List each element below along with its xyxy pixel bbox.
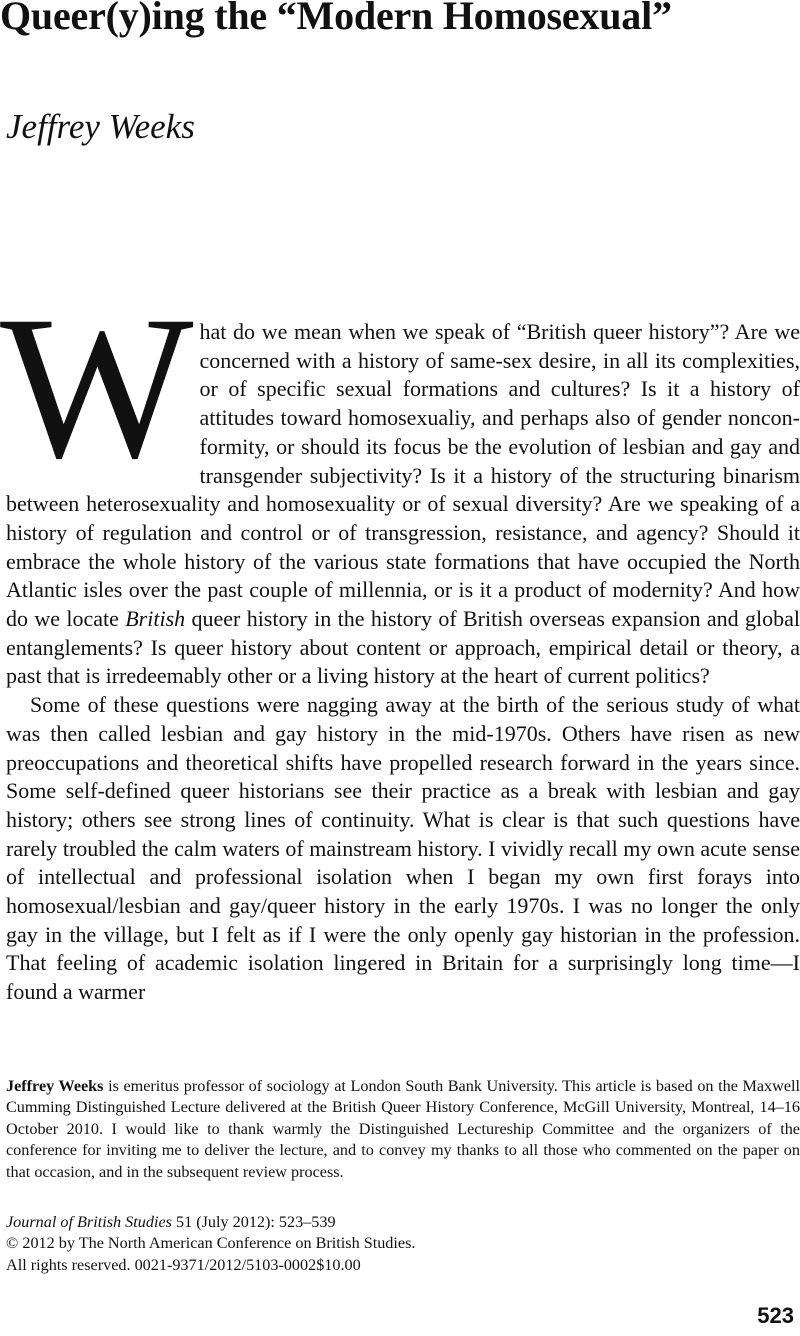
journal-citation-line xyxy=(6,1212,706,1233)
journal-name: Journal of British Studies xyxy=(6,1213,172,1231)
journal-info xyxy=(6,1212,706,1276)
article-body xyxy=(0,274,800,1007)
drop-cap: W xyxy=(0,274,194,501)
body-paragraph-1 xyxy=(0,274,800,691)
article-author: Jeffrey Weeks xyxy=(6,107,195,146)
paragraph-1-emphasis: British xyxy=(125,606,186,632)
journal-rights: All rights reserved. 0021-9371/2012/5103-0002$10.00 xyxy=(6,1255,361,1274)
page-number: 523 xyxy=(757,1303,794,1328)
footnote-author-name: Jeffrey Weeks xyxy=(6,1077,104,1095)
paragraph-1-end: queer history in the history of British overseas expansion and global entanglements? Is queer history about content or approach, empirical detail or theory, a past that is irredeemably other or a living history at the heart of current politics? xyxy=(6,606,800,689)
paragraph-1-start: hat do we mean when we speak of “British queer history”? Are we concerned with a history of same-sex desire, in all its complexities, or of specific sexual formations and cultures? Is it a history of attitudes toward homosexualiy, and perhaps also of gender nonconformity, or should its focus be the evolution of lesbian and gay and transgender subjectivity? Is it a history of the structuring binarism between heterosexuality and homosexuality or of sexual diversity? Are we speaking of a history of regulation and control or of transgression, resistance, and agency? Should it embrace the whole history of the various state formations that have occupied the North Atlantic isles over the past couple of millennia, or is it a product of modernity? And how do we locate xyxy=(6,319,800,632)
body-paragraph-2: Some of these questions were nagging away at the birth of the serious study of what was then called lesbian and gay history in the mid-1970s. Others have risen as new preoccupations and theoretical shifts have propelled research forward in the years since. Some self-defined queer historians see their practice as a break with lesbian and gay history; others see strong lines of continuity. What is clear is that such questions have rarely troubled the calm waters of mainstream history. I vividly recall my own acute sense of intellectual and professional isolation when I began my own first forays into homosexual/lesbian and gay/queer history in the early 1970s. I was no longer the only gay in the village, but I felt as if I were the only openly gay historian in the profession. That feeling of academic isolation lingered in Britain for a surprisingly long time—I found a warmer xyxy=(6,692,800,1005)
footnote-text: is emeritus professor of sociology at London South Bank University. This article is based on the Maxwell Cumming Distinguished Lecture delivered at the British Queer History Conference, McGill University, Montreal, 14–16 October 2010. I would like to thank warmly the Distinguished Lectureship Committee and the organizers of the conference for inviting me to deliver the lecture, and to convey my thanks to all those who commented on the paper on that occasion, and in the subsequent review process. xyxy=(6,1077,800,1181)
journal-citation: 51 (July 2012): 523–539 xyxy=(171,1213,336,1231)
journal-copyright: © 2012 by The North American Conference on British Studies. xyxy=(6,1234,416,1253)
author-footnote xyxy=(6,1076,800,1183)
article-title: Queer(y)ing the “Modern Homosexual” xyxy=(0,0,672,38)
